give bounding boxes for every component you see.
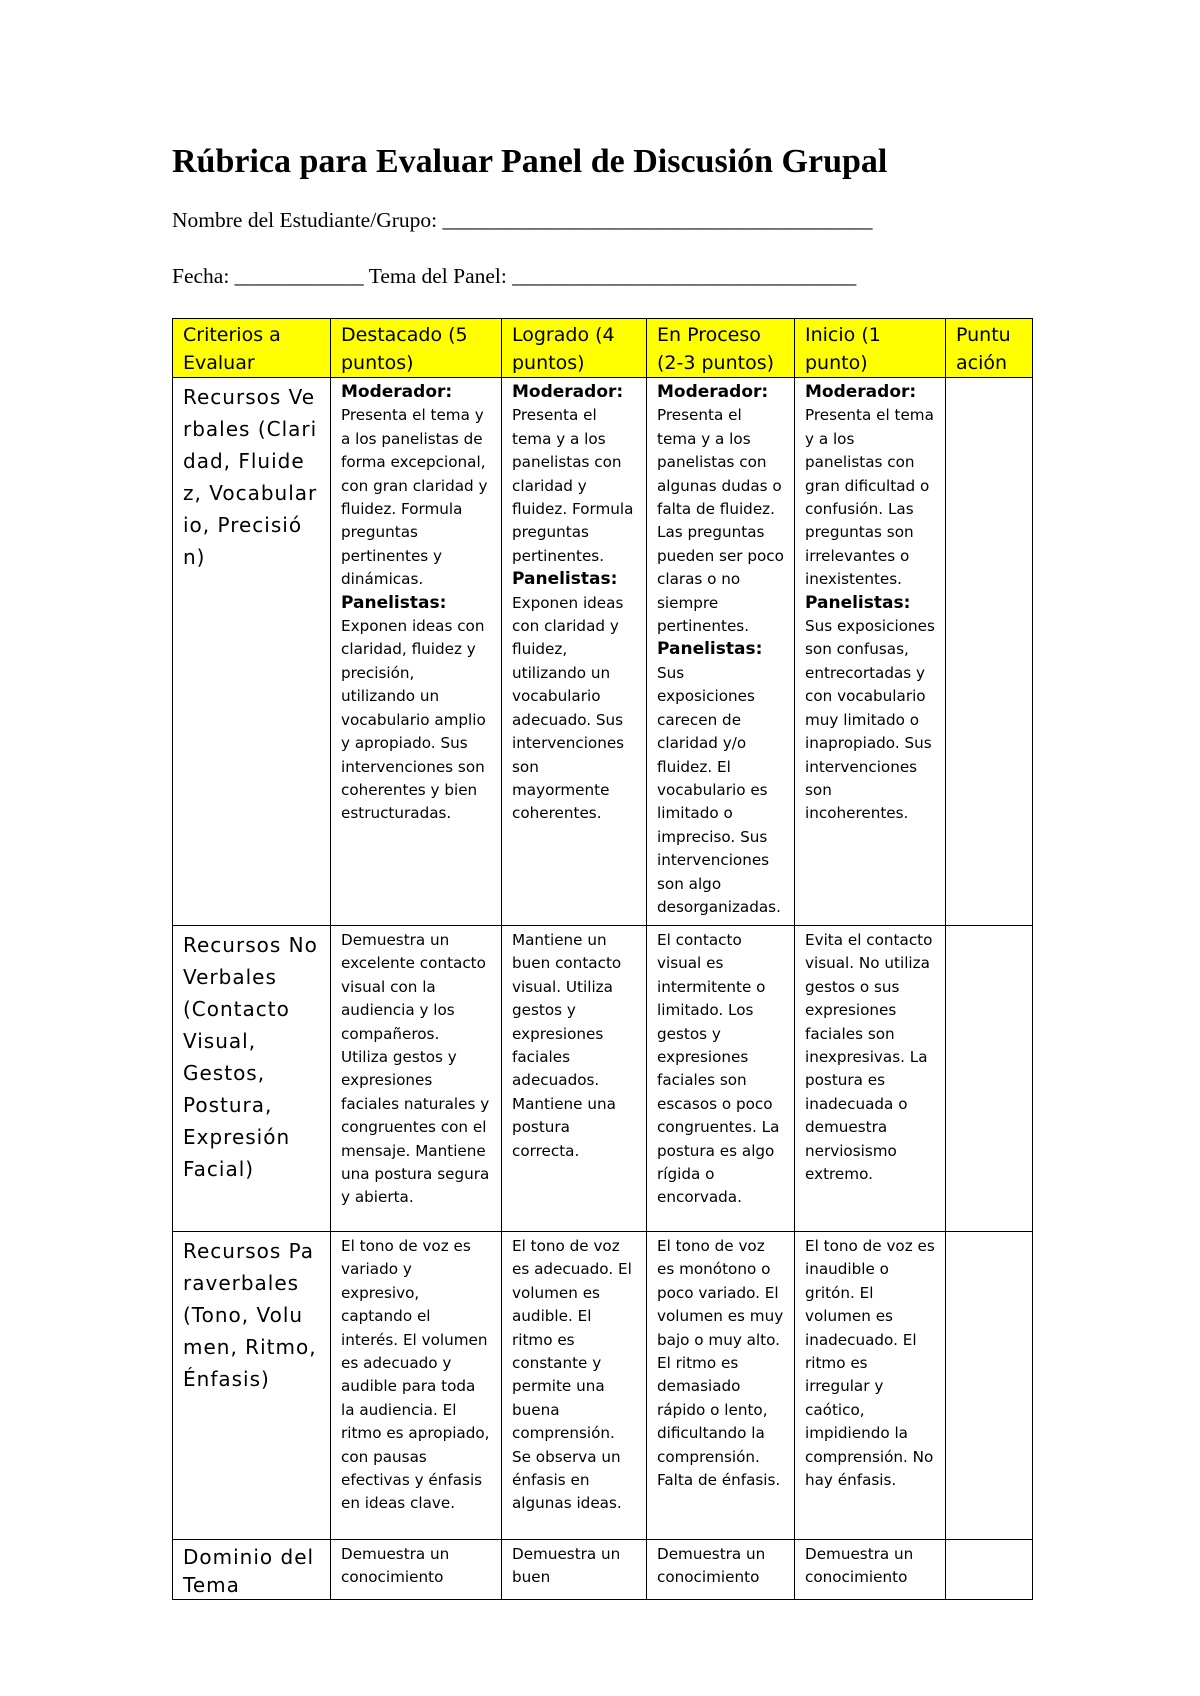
moderator-text: Presenta el tema y a los panelistas de forma excepcional, con gran claridad y fluidez. Formula preguntas pertinentes y dinámicas. xyxy=(341,406,488,589)
panelists-label: Panelistas: xyxy=(805,592,911,613)
date-topic-field xyxy=(172,262,1032,290)
panelists-text: Exponen ideas con claridad y fluidez, utilizando un vocabulario adecuado. Sus intervenciones son mayormente coherentes. xyxy=(512,593,625,823)
cell-paraverbal-logrado: El tono de voz es adecuado. El volumen es audible. El ritmo es constante y permite una buena comprensión. Se observa un énfasis en algunas ideas. xyxy=(502,1232,647,1540)
header-logrado: Logrado (4 puntos) xyxy=(502,319,647,378)
header-criteria: Criterios a Evaluar xyxy=(173,319,331,378)
cell-verbal-inicio xyxy=(795,378,946,926)
cell-noverbal-logrado: Mantiene un buen contacto visual. Utiliza gestos y expresiones faciales adecuados. Mantiene una postura correcta. xyxy=(502,926,647,1232)
header-destacado: Destacado (5 puntos) xyxy=(331,319,502,378)
header-inicio: Inicio (1 punto) xyxy=(795,319,946,378)
criterion-verbal: Recursos Verbales (Claridad, Fluidez, Vocabulario, Precisión) xyxy=(173,378,331,926)
cell-noverbal-inicio: Evita el contacto visual. No utiliza gestos o sus expresiones faciales son inexpresivas. La postura es inadecuada o demuestra nerviosismo extremo. xyxy=(795,926,946,1232)
criterion-dominio: Dominio del Tema xyxy=(173,1540,331,1600)
moderator-label: Moderador: xyxy=(805,382,917,402)
topic-field: Tema del Panel: ________________________________ xyxy=(368,264,857,288)
moderator-text: Presenta el tema y a los panelistas con gran dificultad o confusión. Las preguntas son irrelevantes o inexistentes. xyxy=(805,406,934,589)
moderator-label: Moderador: xyxy=(657,382,769,402)
panelists-text: Exponen ideas con claridad, fluidez y precisión, utilizando un vocabulario amplio y apropiado. Sus intervenciones son coherentes y bien estructuradas. xyxy=(341,617,486,823)
table-row xyxy=(173,926,1033,1232)
document-title: Rúbrica para Evaluar Panel de Discusión Grupal xyxy=(172,143,888,180)
cell-dominio-destacado: Demuestra un conocimiento xyxy=(331,1540,502,1600)
panelists-text: Sus exposiciones carecen de claridad y/o fluidez. El vocabulario es limitado o impreciso. Sus intervenciones son algo desorganizadas. xyxy=(657,663,781,916)
moderator-label: Moderador: xyxy=(512,382,624,402)
rubric-table xyxy=(172,318,1033,1600)
cell-dominio-en-proceso: Demuestra un conocimiento xyxy=(647,1540,795,1600)
table-row xyxy=(173,378,1033,926)
table-row xyxy=(173,1540,1033,1600)
header-en-proceso: En Proceso (2-3 puntos) xyxy=(647,319,795,378)
score-cell-no-verbal[interactable] xyxy=(946,926,1033,1232)
panelists-label: Panelistas: xyxy=(657,639,763,660)
table-row xyxy=(173,1232,1033,1540)
cell-verbal-en-proceso xyxy=(647,378,795,926)
score-cell-dominio[interactable] xyxy=(946,1540,1033,1600)
panelists-text: Sus exposiciones son confusas, entrecortadas y con vocabulario muy limitado o inapropiado. Sus intervenciones son incoherentes. xyxy=(805,617,935,823)
score-cell-paraverbal[interactable] xyxy=(946,1232,1033,1540)
score-cell-verbal[interactable] xyxy=(946,378,1033,926)
cell-paraverbal-en-proceso: El tono de voz es monótono o poco variado. El volumen es muy bajo o muy alto. El ritmo es demasiado rápido o lento, dificultando la comprensión. Falta de énfasis. xyxy=(647,1232,795,1540)
date-field: Fecha: ____________ xyxy=(172,264,364,288)
cell-verbal-destacado xyxy=(331,378,502,926)
document-page xyxy=(172,140,1032,1600)
cell-dominio-inicio: Demuestra un conocimiento xyxy=(795,1540,946,1600)
cell-noverbal-destacado: Demuestra un excelente contacto visual con la audiencia y los compañeros. Utiliza gestos y expresiones faciales naturales y congruentes con el mensaje. Mantiene una postura segura y abierta. xyxy=(331,926,502,1232)
student-name-field: Nombre del Estudiante/Grupo: ________________________________________ xyxy=(172,208,873,232)
cell-dominio-logrado: Demuestra un buen xyxy=(502,1540,647,1600)
moderator-text: Presenta el tema y a los panelistas con algunas dudas o falta de fluidez. Las preguntas pueden ser poco claras o no siempre pertinentes. xyxy=(657,406,784,636)
cell-noverbal-en-proceso: El contacto visual es intermitente o limitado. Los gestos y expresiones faciales son escasos o poco congruentes. La postura es algo rígida o encorvada. xyxy=(647,926,795,1232)
cell-paraverbal-inicio: El tono de voz es inaudible o gritón. El volumen es inadecuado. El ritmo es irregular y caótico, impidiendo la comprensión. No hay énfasis. xyxy=(795,1232,946,1540)
panelists-label: Panelistas: xyxy=(341,592,447,613)
criterion-paraverbal: Recursos Paraverbales (Tono, Volumen, Ritmo, Énfasis) xyxy=(173,1232,331,1540)
criterion-no-verbal: Recursos No Verbales (Contacto Visual, Gestos, Postura, Expresión Facial) xyxy=(173,926,331,1232)
moderator-label: Moderador: xyxy=(341,382,453,402)
moderator-text: Presenta el tema y a los panelistas con claridad y fluidez. Formula preguntas pertinentes. xyxy=(512,406,634,565)
header-row xyxy=(173,319,1033,378)
cell-verbal-logrado xyxy=(502,378,647,926)
cell-paraverbal-destacado: El tono de voz es variado y expresivo, captando el interés. El volumen es adecuado y audible para toda la audiencia. El ritmo es apropiado, con pausas efectivas y énfasis en ideas clave. xyxy=(331,1232,502,1540)
header-puntuacion: Puntuación xyxy=(946,319,1033,378)
panelists-label: Panelistas: xyxy=(512,569,618,590)
